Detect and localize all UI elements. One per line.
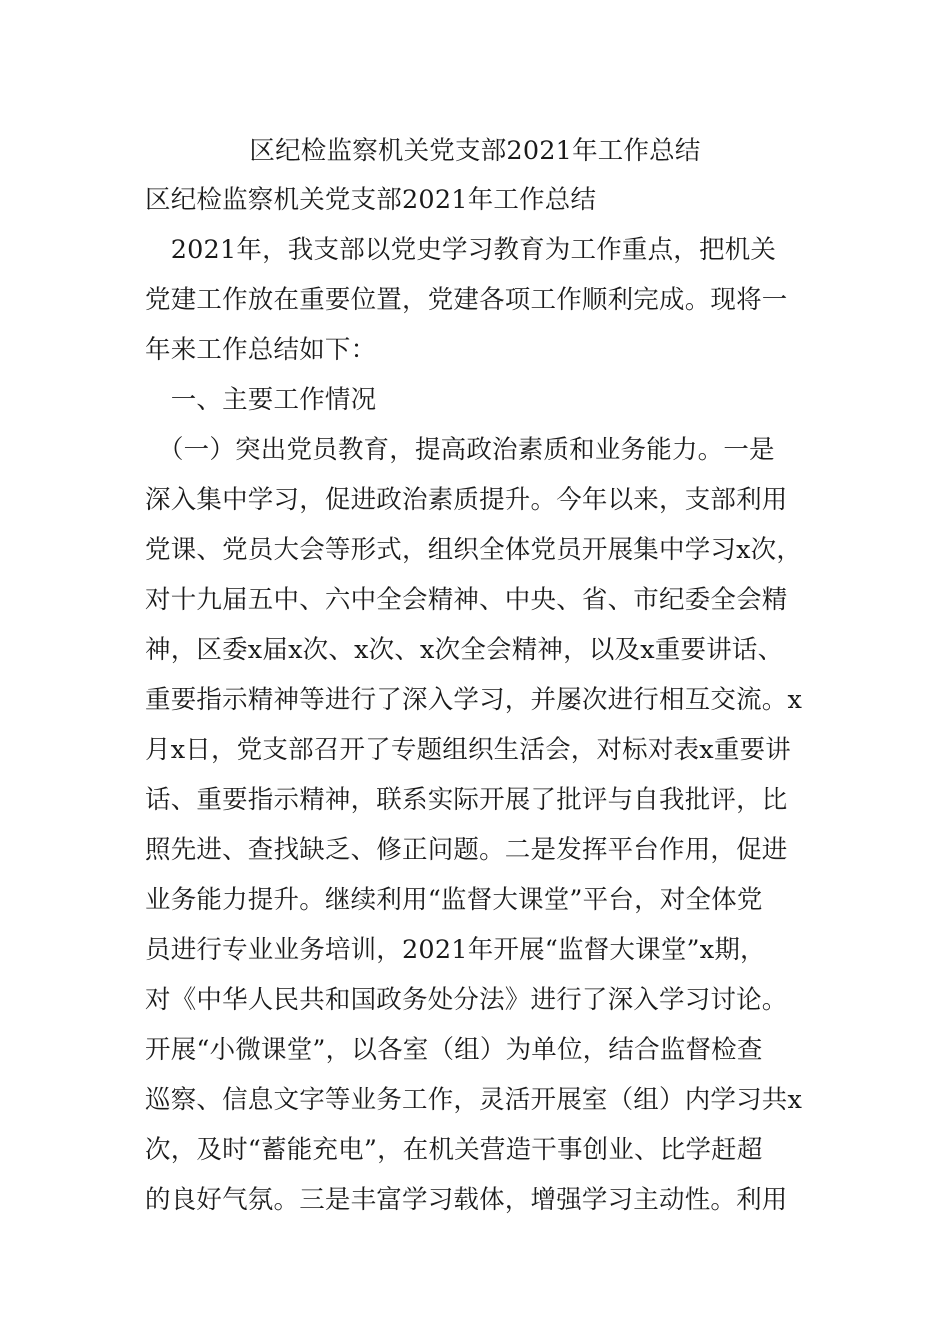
paragraph-line: 话、重要指示精神，联系实际开展了批评与自我批评，比 (145, 785, 788, 815)
paragraph-line: 神，区委x届x次、x次、x次全会精神，以及x重要讲话、 (145, 635, 784, 665)
paragraph-line: 党建工作放在重要位置，党建各项工作顺利完成。现将一 (145, 285, 788, 315)
paragraph-line: 重要指示精神等进行了深入学习，并屡次进行相互交流。x (145, 685, 803, 715)
paragraph-line: 党课、党员大会等形式，组织全体党员开展集中学习x次， (145, 535, 803, 565)
paragraph-line: 开展“小微课堂”，以各室（组）为单位，结合监督检查 (145, 1035, 763, 1065)
paragraph-line: 年来工作总结如下： (145, 335, 377, 365)
page-title: 区纪检监察机关党支部2021年工作总结 (249, 136, 701, 166)
paragraph-line: 深入集中学习，促进政治素质提升。今年以来，支部利用 (145, 485, 788, 515)
paragraph-line: （一）突出党员教育，提高政治素质和业务能力。一是 (145, 435, 775, 465)
paragraph-line: 巡察、信息文字等业务工作，灵活开展室（组）内学习共x (145, 1085, 803, 1115)
paragraph-line: 次，及时“蓄能充电”，在机关营造干事创业、比学赶超 (145, 1135, 763, 1165)
heading-line: 区纪检监察机关党支部2021年工作总结 (145, 185, 597, 215)
paragraph-line: 的良好气氛。三是丰富学习载体，增强学习主动性。利用 (145, 1185, 788, 1215)
paragraph-line: 对《中华人民共和国政务处分法》进行了深入学习讨论。 (145, 985, 788, 1015)
paragraph-line: 对十九届五中、六中全会精神、中央、省、市纪委全会精 (145, 585, 788, 615)
paragraph-line: 照先进、查找缺乏、修正问题。二是发挥平台作用，促进 (145, 835, 788, 865)
paragraph-line: 2021年，我支部以党史学习教育为工作重点，把机关 (145, 235, 777, 265)
paragraph-line: 员进行专业业务培训，2021年开展“监督大课堂”x期， (145, 935, 766, 965)
paragraph-line: 月x日，党支部召开了专题组织生活会，对标对表x重要讲 (145, 735, 791, 765)
section-heading: 一、主要工作情况 (145, 385, 377, 415)
paragraph-line: 业务能力提升。继续利用“监督大课堂”平台，对全体党 (145, 885, 763, 915)
